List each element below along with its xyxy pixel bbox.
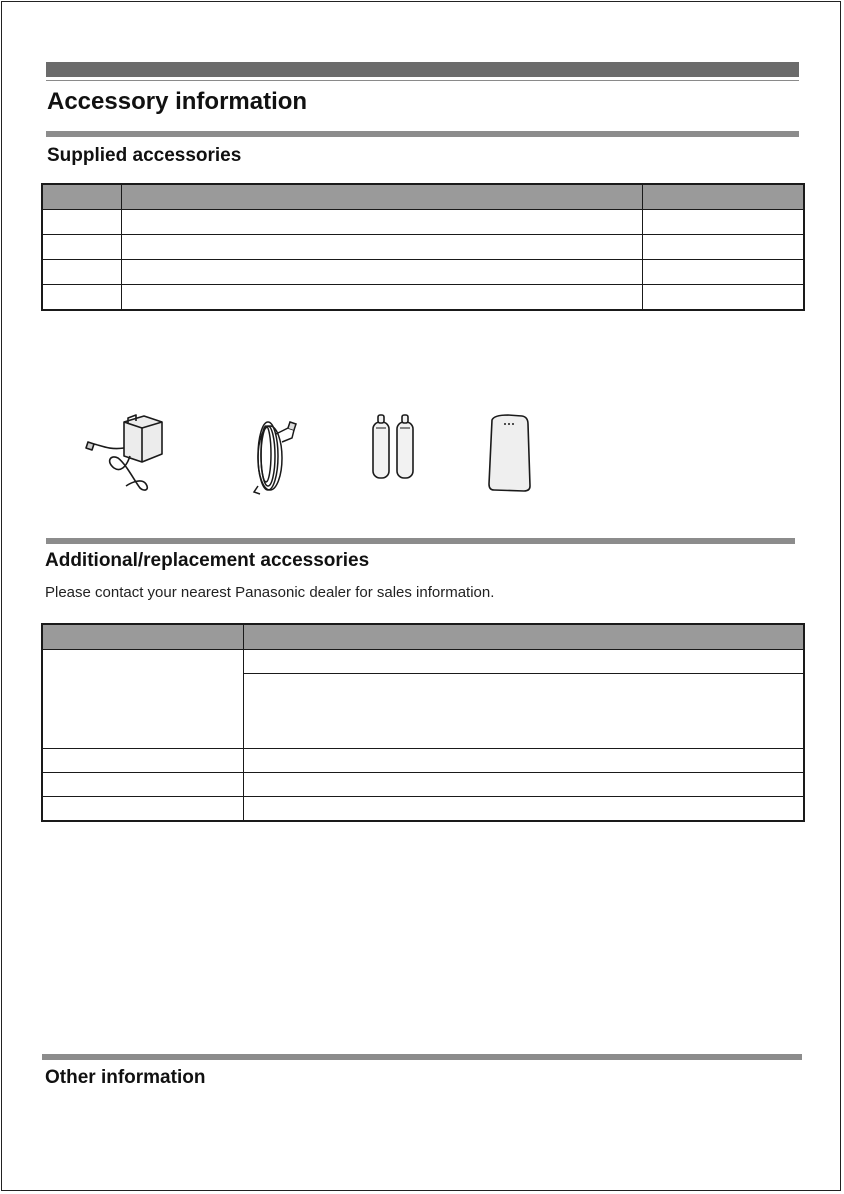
table-row [42,797,804,822]
additional-section-rule [46,538,795,544]
table-cell [642,285,804,311]
supplied-accessories-heading: Supplied accessories [47,145,242,166]
supplied-accessories-table [41,183,805,311]
table-row [42,235,804,260]
table-header-cell [42,184,122,210]
table-header-row [42,184,804,210]
table-header-cell [243,624,804,650]
table-cell [122,235,643,260]
table-cell [42,797,243,822]
ac-adaptor-icon [80,410,170,496]
table-cell [243,749,804,773]
table-cell [122,285,643,311]
table-row [42,749,804,773]
additional-accessories-heading: Additional/replacement accessories [45,550,370,571]
table-header-cell [122,184,643,210]
page-title: Accessory information [47,88,308,115]
handset-cover-icon [484,412,534,494]
title-top-bar [46,62,799,77]
other-information-heading: Other information [45,1067,206,1088]
table-header-row [42,624,804,650]
table-cell [42,210,122,235]
table-cell [243,797,804,822]
table-cell [42,285,122,311]
table-row [42,650,804,674]
table-cell [42,260,122,285]
table-cell [243,773,804,797]
table-row [42,773,804,797]
telephone-line-cord-icon [240,410,310,496]
table-cell [42,749,243,773]
additional-accessories-table [41,623,805,822]
table-row [42,260,804,285]
table-cell [42,650,243,749]
supplied-section-rule [46,131,799,137]
table-cell [642,235,804,260]
table-row [42,210,804,235]
table-header-cell [642,184,804,210]
sales-info-note: Please contact your nearest Panasonic dealer for sales information. [45,584,495,601]
table-cell [42,235,122,260]
table-cell [642,210,804,235]
other-section-rule [42,1054,802,1060]
title-top-rule [46,80,799,81]
table-cell [42,773,243,797]
table-cell [243,674,804,749]
table-cell [243,650,804,674]
table-cell [122,210,643,235]
table-row [42,285,804,311]
table-cell [642,260,804,285]
rechargeable-batteries-icon [368,412,420,482]
table-cell [122,260,643,285]
table-header-cell [42,624,243,650]
